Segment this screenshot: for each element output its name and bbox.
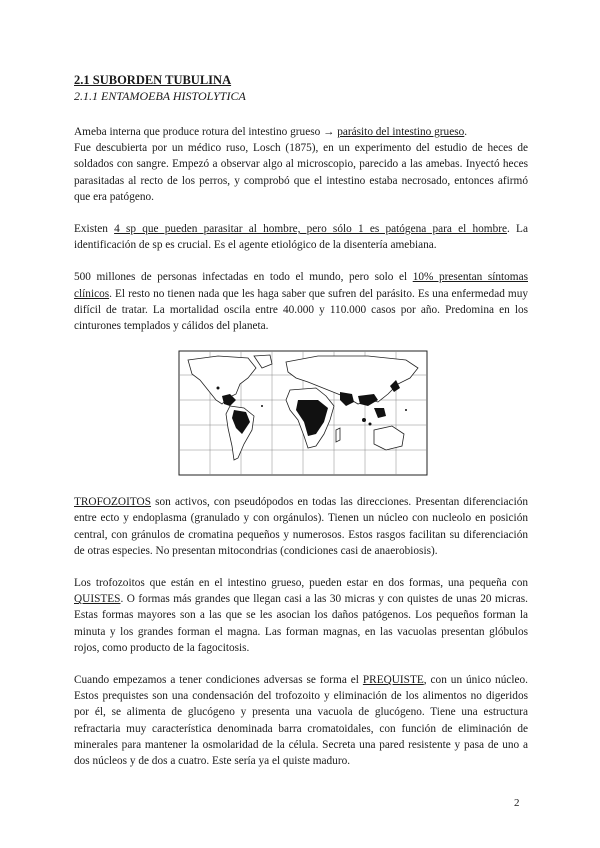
world-distribution-map [178, 350, 428, 476]
paragraph-forms: Los trofozoitos que están en el intestino grueso, pueden estar en dos formas, una pequeña con QUISTES. O formas más grandes que llegan casi a las 30 micras y con quistes de unas 20 micras. Estas formas mayores son a las que se les asocian los daños patógenos. Los pequeños forman la minuta y los grandes forman el magna. Las forman magnas, en las vacuolas presentan glóbulos rojos, como producto de la fagocitosis. [74, 577, 528, 654]
document-page [74, 72, 528, 785]
paragraph-intro: Ameba interna que produce rotura del intestino grueso → parásito del intestino grueso. Fue descubierta por un médico ruso, Losch (1875), en un experimento del estudio de heces de soldados con sangre. Empezó a observar algo al microscopio, parecido a las amebas. Inyectó heces parasitadas al recto de los perros, y comprobó que el intestino estaba necrosado, entonces afirmó que era patógeno. [74, 126, 528, 203]
subsection-heading: 2.1.1 ENTAMOEBA HISTOLYTICA [74, 89, 246, 103]
paragraph-species: Existen 4 sp que pueden parasitar al hombre, pero sólo 1 es patógena para el hombre. La identificación de sp es crucial. Es el agente etiológico de la disentería amebiana. [74, 223, 528, 252]
paragraph-prequiste: Cuando empezamos a tener condiciones adversas se forma el PREQUISTE, con un único núcleo. Estos prequistes son una condensación del trofozoito y eliminación de los alimentos no digeridos por él, se alimenta de glucógeno y presenta una vacuola de glucógeno. Tiene una estructura refractaria muy característica denominada barra cromatoidales, con función de eliminación de minerales para mantener la osmolaridad de la célula. Secreta una pared resistente y pasa de uno a dos núcleos y de dos a cuatro. Este sería ya el quiste maduro. [74, 674, 528, 768]
paragraph-trofozoitos: TROFOZOITOS son activos, con pseudópodos en todas las direcciones. Presentan diferenciación entre ecto y endoplasma (granulado y con orgánulos). Tienen un núcleo con nucleolo en posición central, con gránulos de cromatina pequeños y numerosos. Estos rasgos facilitan su diferenciación de otras especies. No presentan mitocondrias (condiciones casi de anaerobiosis). [74, 496, 528, 557]
section-heading: 2.1 SUBORDEN TUBULINA [74, 73, 232, 87]
paragraph-epidemiology: 500 millones de personas infectadas en todo el mundo, pero solo el 10% presentan síntomas clínicos. El resto no tienen nada que les haga saber que sufren del parásito. Es una enfermedad muy difícil de tratar. La mortalidad oscila entre 40.000 y 110.000 casos por año. Predomina en los cinturones templados y cálidos del planeta. [74, 271, 528, 333]
page-number: 2 [514, 797, 520, 809]
